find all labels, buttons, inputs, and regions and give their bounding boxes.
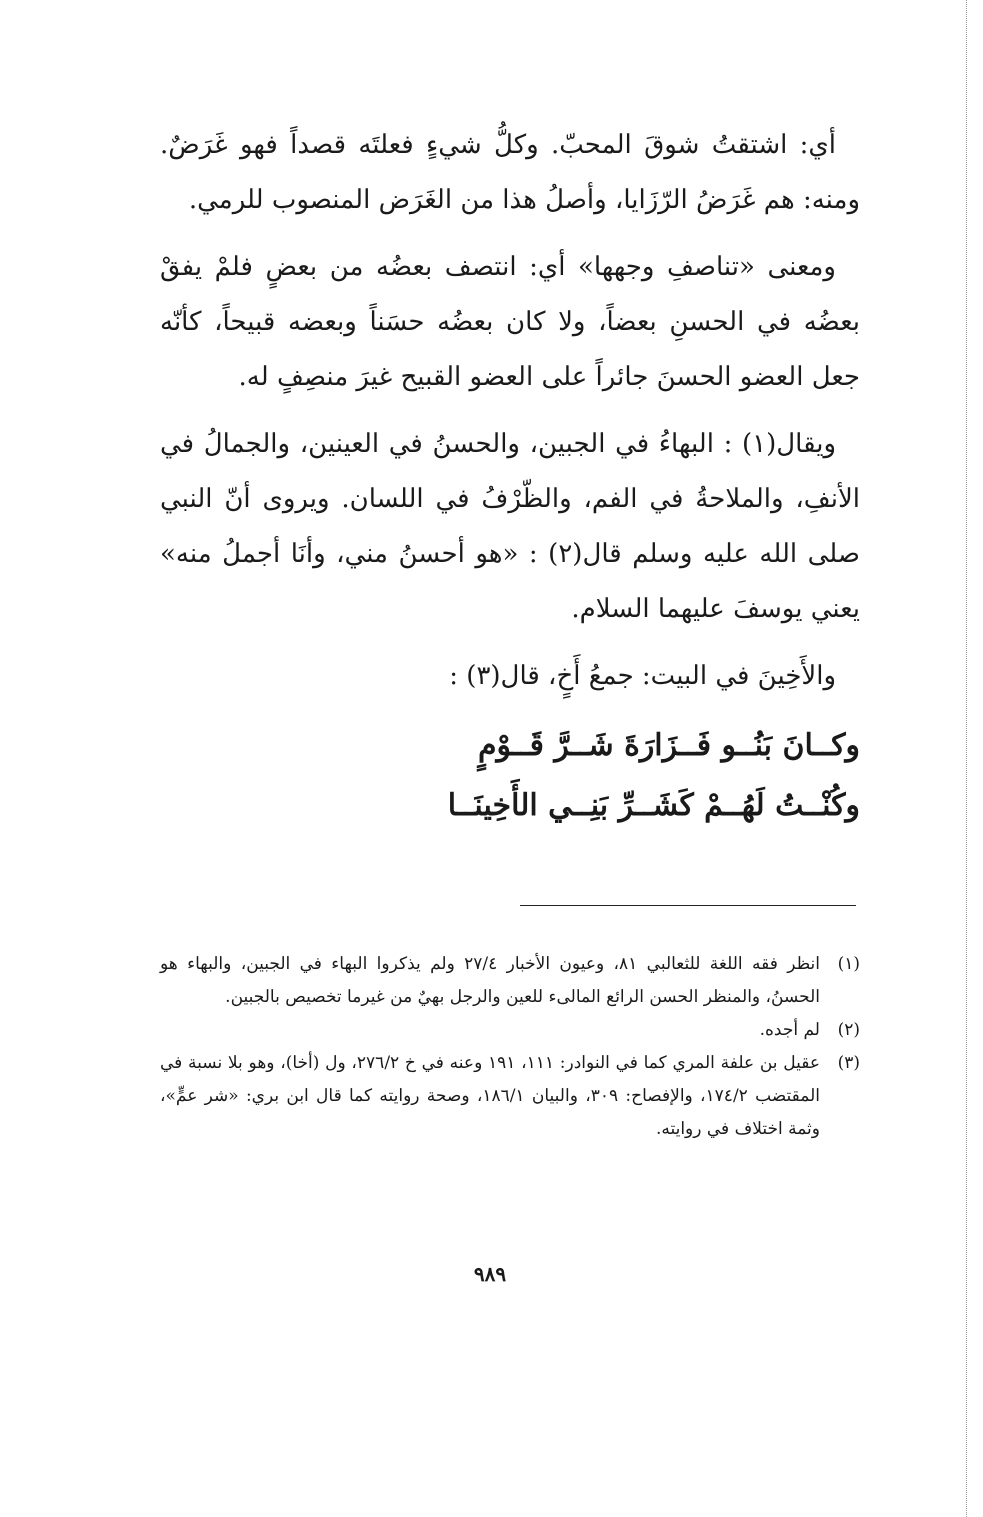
paragraph-1: أي: اشتقتُ شوقَ المحبّ. وكلُّ شيءٍ فعلتَه قصداً فهو غَرَضٌ. ومنه: هم غَرَضُ الرّزَايا، وأصلُ هذا من الغَرَض المنصوب للرمي. bbox=[160, 130, 860, 215]
paragraph-4: والأَخِينَ في البيت: جمعُ أَخٍ، قال(٣) : bbox=[449, 661, 836, 691]
poem bbox=[160, 716, 860, 836]
footnote-2 bbox=[160, 1014, 860, 1047]
paragraph-3: ويقال(١) : البهاءُ في الجبين، والحسنُ في العينين، والجمالُ في الأنفِ، والملاحةُ في الفم، والظّرْفُ في اللسان. ويروى أنّ النبي صلى الله عليه وسلم قال(٢) : «هو أحسنُ مني، وأنَا أجملُ منه» يعني يوسفَ عليهما السلام. bbox=[160, 429, 860, 624]
footnote-text: عقيل بن علفة المري كما في النوادر: ١١١، ١٩١ وعنه في خ ٢٧٦/٢، ول (أخا)، وهو بلا نسبة في المقتضب ١٧٤/٢، والإفصاح: ٣٠٩، والبيان ١٨٦/١، وصحة روايته كما قال ابن بري: «شر عمٍّ»، وثمة اختلاف في روايته. bbox=[160, 1053, 821, 1139]
footnote-3 bbox=[160, 1047, 860, 1146]
poem-line-1: وكــانَ بَنُــو فَــزَارَةَ شَــرَّ قَــوْمٍ bbox=[477, 728, 860, 763]
footnote-number: (١) bbox=[837, 954, 860, 974]
footnote-separator bbox=[520, 905, 856, 906]
footnote-text: لم أجده. bbox=[759, 1020, 820, 1040]
poem-line-2: وكُنْــتُ لَهُــمْ كَشَــرِّ بَنِــي الأَخِينَــا bbox=[447, 788, 860, 823]
main-text bbox=[160, 118, 860, 836]
page-number: ٩٨٩ bbox=[473, 1262, 507, 1286]
paragraph-2: ومعنى «تناصفِ وجهها» أي: انتصف بعضُه من بعضٍ فلمْ يفقْ بعضُه في الحسنِ بعضاً، ولا كان بعضُه حسَناً وبعضه قبيحاً، كأنّه جعل العضو الحسنَ جائراً على العضو القبيح غيرَ منصِفٍ له. bbox=[160, 252, 860, 392]
footnote-number: (٢) bbox=[837, 1020, 860, 1040]
page-edge-dotted-line bbox=[966, 0, 967, 1517]
footnotes bbox=[160, 948, 860, 1146]
footnote-text: انظر فقه اللغة للثعالبي ٨١، وعيون الأخبار ٢٧/٤ ولم يذكروا البهاء في الجبين، والبهاء هو الحسنُ، والمنظر الحسن الرائع المالىء للعين والرجل بهيٌ من غيرما تخصيص بالجبين. bbox=[160, 954, 820, 1007]
footnote-number: (٣) bbox=[837, 1053, 860, 1073]
footnote-1 bbox=[160, 948, 860, 1014]
